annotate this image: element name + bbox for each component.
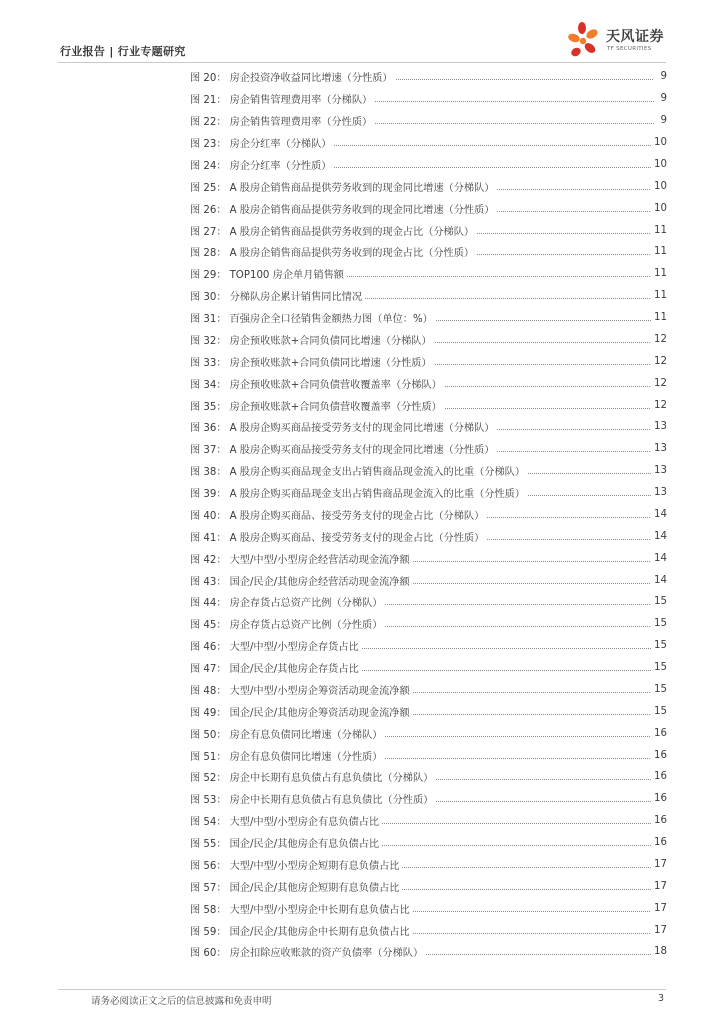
toc-page-number: 18 bbox=[654, 946, 667, 958]
toc-figure-title: 房企中长期有息负债占有息负债比（分梯队） bbox=[229, 773, 434, 785]
toc-figure-number: 图 41 bbox=[190, 532, 217, 544]
toc-figure-number: 图 49 bbox=[190, 707, 217, 719]
header-divider bbox=[58, 62, 666, 63]
toc-page-number: 15 bbox=[654, 705, 667, 717]
toc-separator: ： bbox=[216, 510, 227, 522]
toc-dot-leader bbox=[362, 648, 651, 649]
toc-separator: ： bbox=[216, 839, 227, 851]
toc-page-number: 16 bbox=[654, 793, 667, 805]
toc-separator: ： bbox=[216, 948, 227, 960]
toc-figure-number: 图 60 bbox=[190, 948, 217, 960]
toc-separator: ： bbox=[216, 292, 227, 304]
toc-separator: ： bbox=[216, 270, 227, 282]
toc-dot-leader bbox=[435, 364, 651, 365]
toc-page-number: 15 bbox=[654, 662, 667, 674]
toc-page-number: 17 bbox=[654, 858, 667, 870]
toc-figure-title: 大型/中型/小型房企中长期有息负债占比 bbox=[229, 904, 410, 916]
toc-dot-leader bbox=[528, 495, 651, 496]
toc-dot-leader bbox=[436, 801, 651, 802]
toc-separator: ： bbox=[216, 226, 227, 238]
toc-figure-number: 图 21 bbox=[190, 95, 217, 107]
toc-separator: ： bbox=[216, 882, 227, 894]
toc-figure-number: 图 23 bbox=[190, 139, 217, 151]
page-number: 3 bbox=[657, 993, 664, 1004]
toc-entry[interactable] bbox=[190, 241, 667, 263]
toc-page-number: 12 bbox=[654, 399, 667, 411]
toc-dot-leader bbox=[445, 386, 651, 387]
toc-figure-number: 图 57 bbox=[190, 882, 217, 894]
toc-entry[interactable] bbox=[190, 482, 667, 504]
toc-dot-leader bbox=[382, 845, 651, 846]
toc-page-number: 14 bbox=[654, 530, 667, 542]
toc-separator: ： bbox=[216, 707, 227, 719]
toc-figure-number: 图 38 bbox=[190, 467, 217, 479]
toc-figure-title: 百强房企全口径销售金额热力图（单位：%） bbox=[229, 314, 433, 326]
toc-figure-title: A 股房企销售商品提供劳务收到的现金同比增速（分梯队） bbox=[229, 182, 495, 194]
toc-figure-title: 房企销售管理费用率（分性质） bbox=[229, 117, 373, 129]
toc-figure-number: 图 34 bbox=[190, 379, 217, 391]
toc-figure-number: 图 22 bbox=[190, 117, 217, 129]
toc-page-number: 12 bbox=[654, 355, 667, 367]
toc-page-number: 15 bbox=[654, 618, 667, 630]
toc-dot-leader bbox=[436, 320, 651, 321]
toc-entry[interactable] bbox=[190, 897, 667, 919]
toc-entry[interactable] bbox=[190, 197, 667, 219]
toc-dot-leader bbox=[426, 954, 651, 955]
toc-page-number: 13 bbox=[654, 465, 667, 477]
toc-dot-leader bbox=[497, 451, 651, 452]
toc-entry[interactable] bbox=[190, 679, 667, 701]
toc-separator: ： bbox=[216, 729, 227, 741]
toc-figure-number: 图 55 bbox=[190, 839, 217, 851]
toc-dot-leader bbox=[334, 167, 651, 168]
toc-separator: ： bbox=[216, 554, 227, 566]
toc-entry[interactable] bbox=[190, 613, 667, 635]
toc-entry[interactable] bbox=[190, 307, 667, 329]
toc-dot-leader bbox=[487, 517, 651, 518]
figure-index-list bbox=[190, 66, 667, 963]
toc-entry[interactable] bbox=[190, 438, 667, 460]
toc-figure-title: 房企扣除应收账款的资产负债率（分梯队） bbox=[229, 948, 424, 960]
toc-separator: ： bbox=[216, 664, 227, 676]
toc-entry[interactable] bbox=[190, 591, 667, 613]
toc-figure-title: A 股房企销售商品提供劳务收到的现金同比增速（分性质） bbox=[229, 204, 495, 216]
toc-entry[interactable] bbox=[190, 525, 667, 547]
toc-figure-title: 国企/民企/其他房企筹资活动现金流净额 bbox=[229, 707, 410, 719]
toc-separator: ： bbox=[216, 642, 227, 654]
toc-figure-number: 图 53 bbox=[190, 795, 217, 807]
toc-figure-number: 图 36 bbox=[190, 423, 217, 435]
toc-separator: ： bbox=[216, 314, 227, 326]
toc-dot-leader bbox=[413, 692, 651, 693]
toc-figure-number: 图 42 bbox=[190, 554, 217, 566]
toc-entry[interactable] bbox=[190, 285, 667, 307]
toc-entry[interactable] bbox=[190, 350, 667, 372]
toc-dot-leader bbox=[385, 604, 651, 605]
toc-separator: ： bbox=[216, 379, 227, 391]
toc-entry[interactable] bbox=[190, 394, 667, 416]
toc-separator: ： bbox=[216, 685, 227, 697]
toc-figure-number: 图 26 bbox=[190, 204, 217, 216]
toc-dot-leader bbox=[413, 714, 651, 715]
toc-dot-leader bbox=[487, 539, 651, 540]
toc-figure-number: 图 52 bbox=[190, 773, 217, 785]
toc-dot-leader bbox=[385, 758, 651, 759]
toc-page-number: 15 bbox=[654, 683, 667, 695]
toc-figure-title: 国企/民企/其他房企中长期有息负债占比 bbox=[229, 926, 410, 938]
toc-page-number: 11 bbox=[654, 268, 667, 280]
toc-figure-number: 图 30 bbox=[190, 292, 217, 304]
toc-page-number: 16 bbox=[654, 815, 667, 827]
toc-dot-leader bbox=[477, 254, 651, 255]
toc-figure-number: 图 25 bbox=[190, 182, 217, 194]
toc-page-number: 17 bbox=[654, 880, 667, 892]
toc-separator: ： bbox=[216, 160, 227, 172]
toc-entry[interactable] bbox=[190, 700, 667, 722]
toc-page-number: 10 bbox=[654, 137, 667, 149]
toc-separator: ： bbox=[216, 401, 227, 413]
toc-figure-number: 图 39 bbox=[190, 489, 217, 501]
toc-dot-leader bbox=[396, 79, 654, 80]
toc-entry[interactable] bbox=[190, 919, 667, 941]
toc-page-number: 12 bbox=[654, 333, 667, 345]
toc-dot-leader bbox=[347, 276, 651, 277]
toc-page-number: 10 bbox=[654, 158, 667, 170]
toc-figure-title: 房企投资净收益同比增速（分性质） bbox=[229, 73, 393, 85]
toc-page-number: 11 bbox=[654, 290, 667, 302]
toc-entry[interactable] bbox=[190, 132, 667, 154]
toc-figure-title: 房企存货占总资产比例（分梯队） bbox=[229, 598, 383, 610]
toc-figure-title: 房企分红率（分性质） bbox=[229, 160, 332, 172]
toc-figure-title: 国企/民企/其他房企经营活动现金流净额 bbox=[229, 576, 410, 588]
toc-entry[interactable] bbox=[190, 744, 667, 766]
toc-figure-title: 大型/中型/小型房企短期有息负债占比 bbox=[229, 860, 400, 872]
toc-dot-leader bbox=[362, 670, 651, 671]
toc-entry[interactable] bbox=[190, 460, 667, 482]
toc-figure-title: 房企预收账款+合同负债营收覆盖率（分梯队） bbox=[229, 379, 442, 391]
toc-separator: ： bbox=[216, 248, 227, 260]
toc-figure-title: 大型/中型/小型房企经营活动现金流净额 bbox=[229, 554, 410, 566]
toc-figure-title: A 股房企购买商品、接受劳务支付的现金占比（分梯队） bbox=[229, 510, 485, 522]
toc-page-number: 10 bbox=[654, 202, 667, 214]
toc-dot-leader bbox=[497, 189, 651, 190]
toc-figure-number: 图 54 bbox=[190, 817, 217, 829]
toc-entry[interactable] bbox=[190, 832, 667, 854]
toc-figure-title: 大型/中型/小型房企有息负债占比 bbox=[229, 817, 380, 829]
toc-separator: ： bbox=[216, 489, 227, 501]
toc-entry[interactable] bbox=[190, 372, 667, 394]
toc-separator: ： bbox=[216, 73, 227, 85]
footer-divider bbox=[58, 989, 666, 990]
toc-entry[interactable] bbox=[190, 416, 667, 438]
toc-entry[interactable] bbox=[190, 547, 667, 569]
toc-entry[interactable] bbox=[190, 88, 667, 110]
toc-separator: ： bbox=[216, 335, 227, 347]
toc-figure-number: 图 51 bbox=[190, 751, 217, 763]
toc-figure-title: 房企预收账款+合同负债同比增速（分性质） bbox=[229, 357, 432, 369]
toc-separator: ： bbox=[216, 532, 227, 544]
toc-page-number: 17 bbox=[654, 902, 667, 914]
toc-entry[interactable] bbox=[190, 569, 667, 591]
toc-page-number: 9 bbox=[660, 93, 667, 105]
toc-entry[interactable] bbox=[190, 263, 667, 285]
toc-figure-title: 房企中长期有息负债占有息负债比（分性质） bbox=[229, 795, 434, 807]
toc-separator: ： bbox=[216, 204, 227, 216]
toc-separator: ： bbox=[216, 182, 227, 194]
toc-separator: ： bbox=[216, 751, 227, 763]
toc-figure-title: A 股房企购买商品现金支出占销售商品现金流入的比重（分梯队） bbox=[229, 467, 526, 479]
toc-entry[interactable] bbox=[190, 175, 667, 197]
toc-figure-number: 图 56 bbox=[190, 860, 217, 872]
toc-figure-title: A 股房企购买商品、接受劳务支付的现金占比（分性质） bbox=[229, 532, 485, 544]
toc-entry[interactable] bbox=[190, 66, 667, 88]
toc-figure-title: 房企有息负债同比增速（分梯队） bbox=[229, 729, 383, 741]
toc-dot-leader bbox=[402, 867, 651, 868]
toc-page-number: 13 bbox=[654, 443, 667, 455]
toc-page-number: 11 bbox=[654, 246, 667, 258]
logo-chinese-name: 天风证券 bbox=[606, 29, 664, 45]
toc-figure-number: 图 31 bbox=[190, 314, 217, 326]
toc-entry[interactable] bbox=[190, 635, 667, 657]
toc-dot-leader bbox=[382, 823, 651, 824]
toc-dot-leader bbox=[385, 736, 651, 737]
toc-page-number: 14 bbox=[654, 574, 667, 586]
toc-separator: ： bbox=[216, 926, 227, 938]
toc-figure-title: A 股房企销售商品提供劳务收到的现金占比（分性质） bbox=[229, 248, 475, 260]
disclaimer-note: 请务必阅读正文之后的信息披露和免责申明 bbox=[91, 996, 272, 1007]
toc-figure-title: A 股房企购买商品接受劳务支付的现金同比增速（分梯队） bbox=[229, 423, 495, 435]
toc-dot-leader bbox=[528, 473, 651, 474]
toc-figure-number: 图 46 bbox=[190, 642, 217, 654]
toc-dot-leader bbox=[375, 101, 654, 102]
toc-figure-title: 大型/中型/小型房企筹资活动现金流净额 bbox=[229, 685, 410, 697]
toc-figure-number: 图 33 bbox=[190, 357, 217, 369]
toc-dot-leader bbox=[435, 342, 651, 343]
toc-dot-leader bbox=[436, 779, 651, 780]
toc-separator: ： bbox=[216, 860, 227, 872]
toc-figure-title: 房企存货占总资产比例（分性质） bbox=[229, 620, 383, 632]
toc-figure-title: 房企预收账款+合同负债同比增速（分梯队） bbox=[229, 335, 432, 347]
toc-entry[interactable] bbox=[190, 722, 667, 744]
toc-dot-leader bbox=[497, 429, 651, 430]
toc-separator: ： bbox=[216, 773, 227, 785]
toc-figure-number: 图 44 bbox=[190, 598, 217, 610]
toc-figure-title: 分梯队房企累计销售同比情况 bbox=[229, 292, 363, 304]
toc-figure-title: 房企预收账款+合同负债营收覆盖率（分性质） bbox=[229, 401, 442, 413]
toc-separator: ： bbox=[216, 795, 227, 807]
toc-separator: ： bbox=[216, 620, 227, 632]
toc-figure-number: 图 45 bbox=[190, 620, 217, 632]
toc-page-number: 16 bbox=[654, 727, 667, 739]
toc-figure-title: A 股房企销售商品提供劳务收到的现金占比（分梯队） bbox=[229, 226, 475, 238]
toc-figure-title: 房企分红率（分梯队） bbox=[229, 139, 332, 151]
toc-dot-leader bbox=[413, 911, 651, 912]
toc-figure-title: 大型/中型/小型房企存货占比 bbox=[229, 642, 359, 654]
toc-entry[interactable] bbox=[190, 788, 667, 810]
toc-figure-number: 图 48 bbox=[190, 685, 217, 697]
toc-page-number: 15 bbox=[654, 640, 667, 652]
toc-page-number: 15 bbox=[654, 596, 667, 608]
toc-dot-leader bbox=[375, 123, 654, 124]
toc-separator: ： bbox=[216, 139, 227, 151]
toc-figure-number: 图 35 bbox=[190, 401, 217, 413]
company-logo bbox=[566, 20, 676, 60]
toc-page-number: 13 bbox=[654, 421, 667, 433]
header-title: 行业报告 | 行业专题研究 bbox=[60, 45, 186, 58]
toc-page-number: 17 bbox=[654, 924, 667, 936]
toc-dot-leader bbox=[402, 889, 651, 890]
logo-english-name: TF SECURITIES bbox=[607, 46, 652, 52]
toc-figure-number: 图 43 bbox=[190, 576, 217, 588]
toc-separator: ： bbox=[216, 357, 227, 369]
toc-dot-leader bbox=[477, 233, 651, 234]
toc-figure-number: 图 47 bbox=[190, 664, 217, 676]
toc-figure-title: TOP100 房企单月销售额 bbox=[229, 270, 344, 282]
toc-entry[interactable] bbox=[190, 154, 667, 176]
toc-entry[interactable] bbox=[190, 810, 667, 832]
toc-figure-number: 图 24 bbox=[190, 160, 217, 172]
toc-separator: ： bbox=[216, 467, 227, 479]
toc-dot-leader bbox=[334, 145, 651, 146]
toc-separator: ： bbox=[216, 576, 227, 588]
toc-entry[interactable] bbox=[190, 504, 667, 526]
toc-dot-leader bbox=[413, 933, 651, 934]
toc-separator: ： bbox=[216, 95, 227, 107]
toc-dot-leader bbox=[413, 561, 651, 562]
toc-page-number: 14 bbox=[654, 508, 667, 520]
toc-figure-title: 房企销售管理费用率（分梯队） bbox=[229, 95, 373, 107]
toc-figure-title: A 股房企购买商品现金支出占销售商品现金流入的比重（分性质） bbox=[229, 489, 526, 501]
toc-page-number: 16 bbox=[654, 749, 667, 761]
toc-separator: ： bbox=[216, 598, 227, 610]
toc-figure-number: 图 58 bbox=[190, 904, 217, 916]
toc-figure-number: 图 28 bbox=[190, 248, 217, 260]
toc-page-number: 14 bbox=[654, 552, 667, 564]
toc-separator: ： bbox=[216, 117, 227, 129]
toc-separator: ： bbox=[216, 445, 227, 457]
logo-flower-icon bbox=[566, 20, 606, 60]
toc-entry[interactable] bbox=[190, 657, 667, 679]
toc-page-number: 16 bbox=[654, 771, 667, 783]
toc-figure-title: A 股房企购买商品接受劳务支付的现金同比增速（分性质） bbox=[229, 445, 495, 457]
toc-page-number: 11 bbox=[654, 224, 667, 236]
toc-dot-leader bbox=[413, 583, 651, 584]
toc-page-number: 9 bbox=[660, 71, 667, 83]
toc-figure-number: 图 20 bbox=[190, 73, 217, 85]
toc-page-number: 13 bbox=[654, 487, 667, 499]
toc-dot-leader bbox=[385, 626, 651, 627]
toc-page-number: 10 bbox=[654, 180, 667, 192]
toc-figure-title: 国企/民企/其他房企有息负债占比 bbox=[229, 839, 380, 851]
toc-figure-number: 图 37 bbox=[190, 445, 217, 457]
toc-figure-number: 图 40 bbox=[190, 510, 217, 522]
toc-dot-leader bbox=[445, 408, 651, 409]
toc-separator: ： bbox=[216, 817, 227, 829]
toc-figure-title: 房企有息负债同比增速（分性质） bbox=[229, 751, 383, 763]
toc-entry[interactable] bbox=[190, 766, 667, 788]
toc-entry[interactable] bbox=[190, 219, 667, 241]
toc-page-number: 16 bbox=[654, 837, 667, 849]
toc-page-number: 9 bbox=[660, 115, 667, 127]
toc-entry[interactable] bbox=[190, 875, 667, 897]
toc-entry[interactable] bbox=[190, 329, 667, 351]
toc-page-number: 11 bbox=[654, 312, 667, 324]
toc-figure-number: 图 29 bbox=[190, 270, 217, 282]
toc-figure-title: 国企/民企/其他房企存货占比 bbox=[229, 664, 359, 676]
toc-figure-number: 图 59 bbox=[190, 926, 217, 938]
toc-figure-number: 图 50 bbox=[190, 729, 217, 741]
toc-entry[interactable] bbox=[190, 854, 667, 876]
toc-dot-leader bbox=[365, 298, 651, 299]
toc-entry[interactable] bbox=[190, 941, 667, 963]
toc-separator: ： bbox=[216, 904, 227, 916]
toc-dot-leader bbox=[497, 211, 651, 212]
toc-figure-number: 图 32 bbox=[190, 335, 217, 347]
toc-figure-title: 国企/民企/其他房企短期有息负债占比 bbox=[229, 882, 400, 894]
toc-entry[interactable] bbox=[190, 110, 667, 132]
toc-separator: ： bbox=[216, 423, 227, 435]
toc-page-number: 12 bbox=[654, 377, 667, 389]
toc-figure-number: 图 27 bbox=[190, 226, 217, 238]
